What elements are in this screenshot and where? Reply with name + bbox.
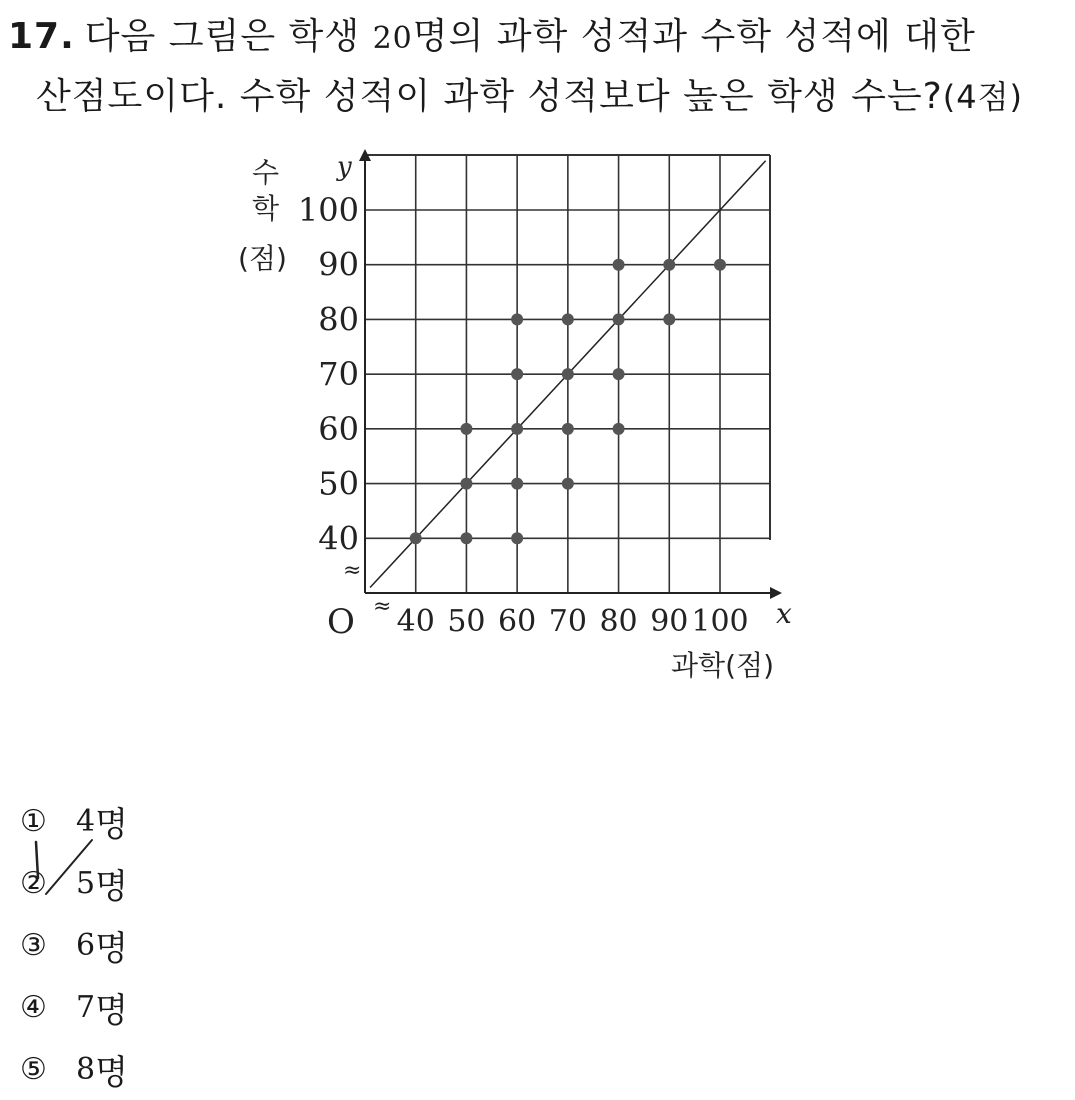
y-axis-label-unit: (점) bbox=[238, 242, 287, 275]
x-tick-label-50: 50 bbox=[447, 604, 486, 639]
choice-5-value: 8 bbox=[76, 1051, 96, 1087]
x-tick-label-90: 90 bbox=[650, 604, 689, 639]
x-axis-break: ≈ bbox=[373, 594, 392, 619]
choice-4-unit: 명 bbox=[95, 990, 128, 1031]
y-tick-label-70: 70 bbox=[318, 355, 359, 394]
question-line-2 bbox=[8, 68, 1058, 126]
x-tick-label-40: 40 bbox=[396, 604, 435, 639]
choice-3-unit: 명 bbox=[95, 928, 128, 969]
y-tick-label-60: 60 bbox=[318, 409, 359, 448]
choice-1-marker: ① bbox=[20, 803, 47, 839]
data-point-7 bbox=[511, 423, 523, 435]
x-axis-variable: x bbox=[776, 597, 792, 630]
y-axis-label-char-1: 수 bbox=[252, 156, 280, 189]
data-point-2 bbox=[460, 532, 472, 544]
y-tick-label-40: 40 bbox=[318, 519, 359, 558]
question-text-part-3: 산점도이다. 수학 성적이 과학 성적보다 높은 학생 수는? bbox=[36, 76, 943, 117]
data-point-14 bbox=[613, 423, 625, 435]
choice-2-marker: ② bbox=[20, 865, 47, 901]
axes bbox=[327, 149, 792, 642]
choice-3-marker: ③ bbox=[20, 927, 47, 963]
choice-1-value: 4 bbox=[76, 803, 96, 839]
data-point-15 bbox=[613, 368, 625, 380]
choice-1-unit: 명 bbox=[95, 804, 128, 845]
data-point-3 bbox=[460, 478, 472, 490]
data-point-20 bbox=[714, 259, 726, 271]
y-axis-variable: y bbox=[337, 152, 352, 182]
choice-4[interactable] bbox=[20, 976, 128, 1038]
handwritten-check-icon bbox=[26, 834, 106, 904]
answer-choices bbox=[20, 790, 128, 1100]
x-axis-label: 과학(점) bbox=[671, 649, 774, 682]
data-point-18 bbox=[663, 313, 675, 325]
data-point-4 bbox=[460, 423, 472, 435]
choice-2[interactable] bbox=[20, 852, 128, 914]
data-point-5 bbox=[511, 532, 523, 544]
data-point-12 bbox=[562, 368, 574, 380]
choice-4-value: 7 bbox=[76, 989, 96, 1025]
data-point-16 bbox=[613, 313, 625, 325]
choice-3-value: 6 bbox=[76, 927, 96, 963]
scatter-plot-svg bbox=[230, 140, 810, 685]
y-axis-break: ≈ bbox=[343, 558, 362, 583]
choice-5-marker: ⑤ bbox=[20, 1051, 47, 1087]
y-axis-label-char-2: 학 bbox=[252, 192, 280, 225]
y-tick-label-50: 50 bbox=[318, 464, 359, 503]
x-tick-label-60: 60 bbox=[498, 604, 537, 639]
question-line-1 bbox=[8, 8, 1058, 68]
choice-5[interactable] bbox=[20, 1038, 128, 1100]
data-point-8 bbox=[511, 368, 523, 380]
question-text-part-1: 다음 그림은 학생 bbox=[84, 16, 361, 57]
choice-2-value: 5 bbox=[76, 865, 96, 901]
choice-3[interactable] bbox=[20, 914, 128, 976]
question-points: (4점) bbox=[942, 78, 1023, 116]
data-point-6 bbox=[511, 478, 523, 490]
question-text-part-2: 명의 과학 성적과 수학 성적에 대한 bbox=[412, 16, 976, 57]
data-point-10 bbox=[562, 478, 574, 490]
y-tick-label-100: 100 bbox=[297, 191, 359, 229]
choice-2-unit: 명 bbox=[95, 866, 128, 907]
x-tick-label-80: 80 bbox=[599, 604, 638, 639]
scatter-plot bbox=[230, 140, 810, 689]
question-student-count: 20 bbox=[372, 21, 413, 56]
question-number: 17. bbox=[8, 16, 75, 57]
x-tick-label-100: 100 bbox=[691, 604, 749, 639]
y-tick-label-90: 90 bbox=[318, 245, 359, 284]
x-tick-label-70: 70 bbox=[548, 604, 587, 639]
y-tick-label-80: 80 bbox=[318, 300, 359, 339]
question-text bbox=[8, 8, 1058, 126]
data-point-11 bbox=[562, 423, 574, 435]
origin-label: O bbox=[327, 602, 355, 642]
data-point-13 bbox=[562, 313, 574, 325]
data-point-19 bbox=[663, 259, 675, 271]
data-point-9 bbox=[511, 313, 523, 325]
data-point-1 bbox=[410, 532, 422, 544]
choice-4-marker: ④ bbox=[20, 989, 47, 1025]
data-point-17 bbox=[613, 259, 625, 271]
choice-5-unit: 명 bbox=[95, 1052, 128, 1093]
